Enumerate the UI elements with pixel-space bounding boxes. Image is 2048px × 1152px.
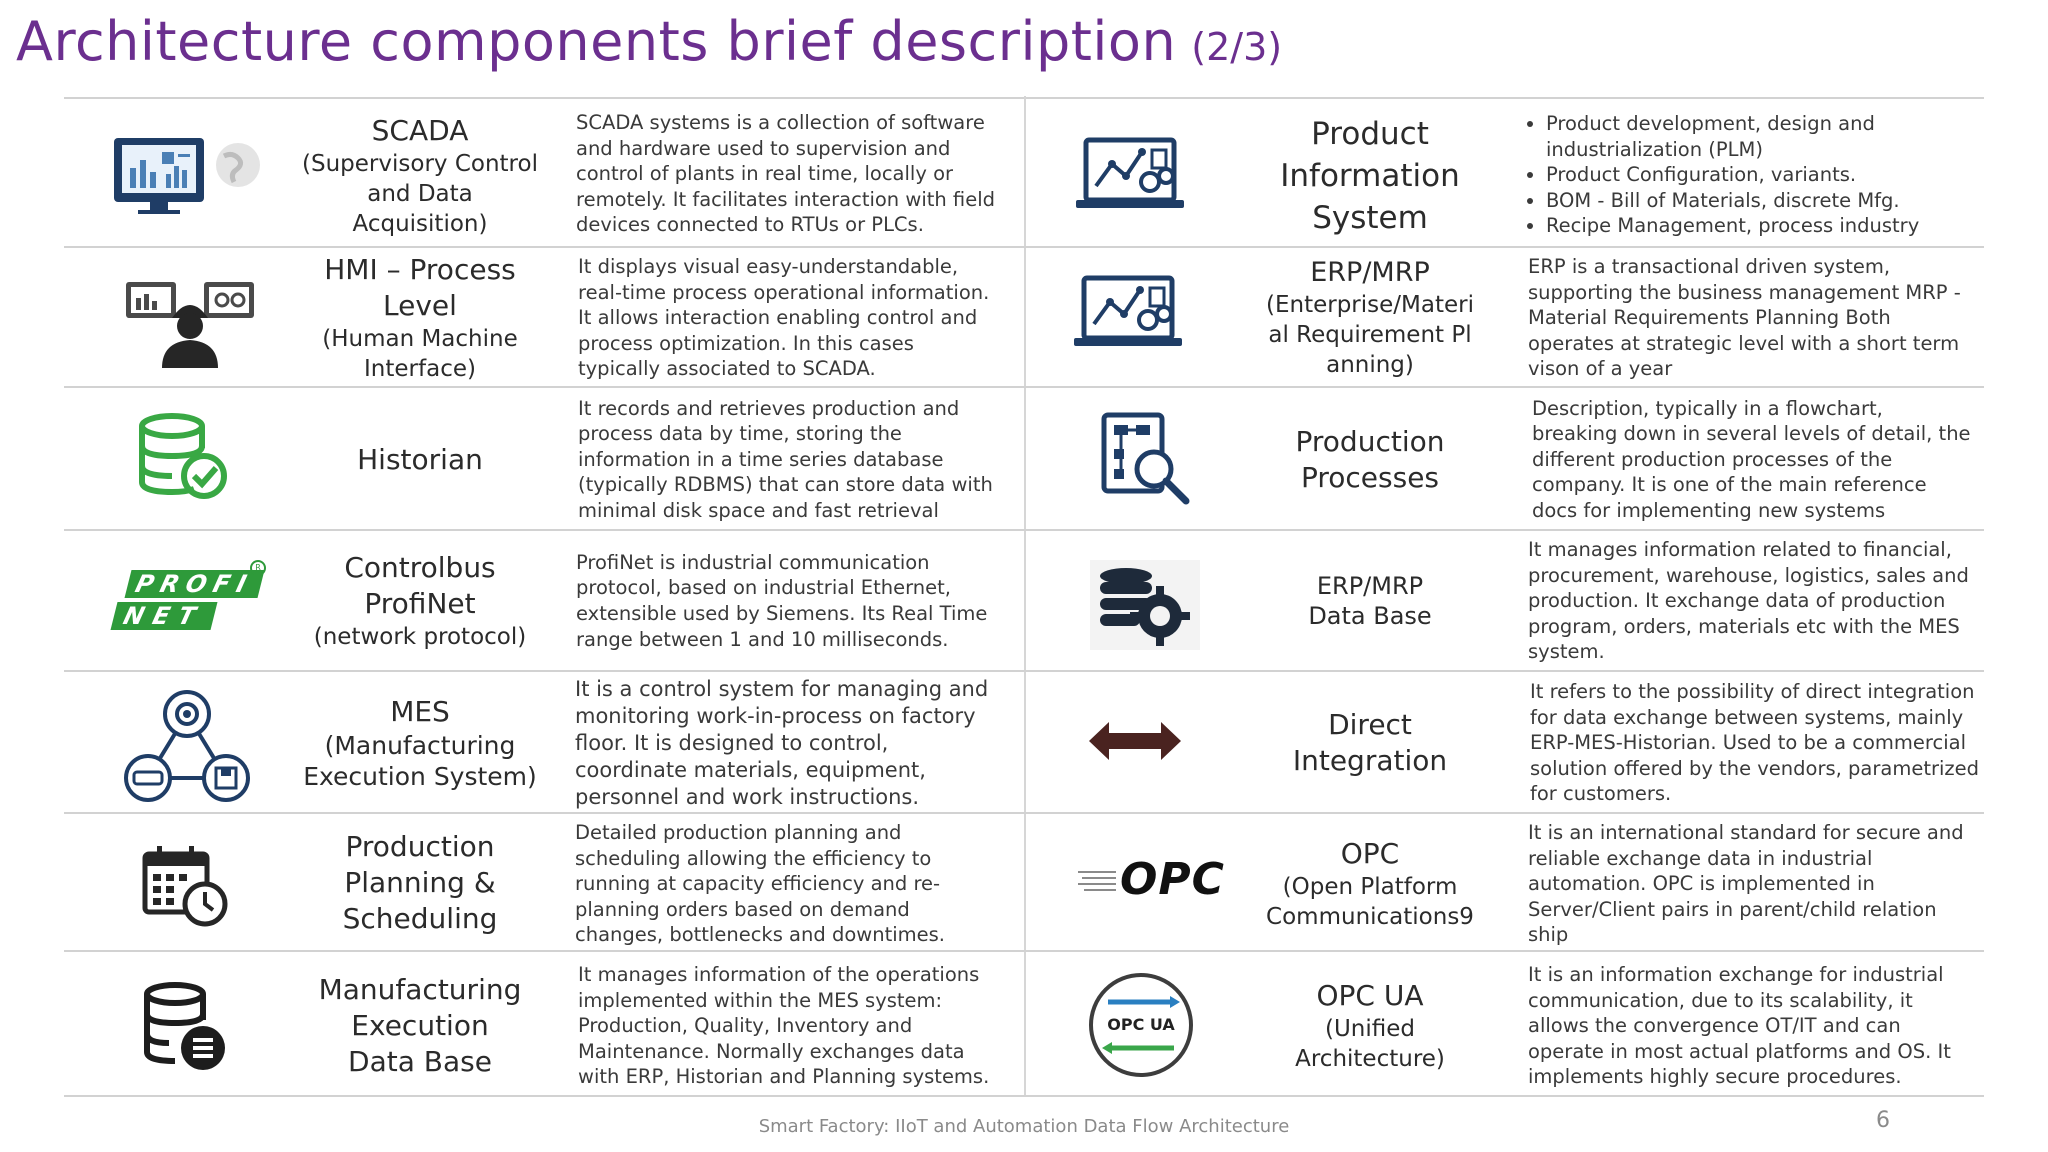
component-description: It manages information of the operations implemented within the MES system: Production, Quality, Inventory and Maintenance. Normally exchanges data with ERP, Historian and Planning systems. — [578, 963, 990, 1089]
bullet-item: • Product Configuration, variants. — [1546, 162, 1988, 188]
component-name-opc-ua — [1250, 958, 1490, 1094]
component-title: SCADA — [371, 113, 469, 147]
component-description: It is an international standard for secure and reliable exchange data in industrial automation. OPC is implemented in Server/Client pairs in parent/child relation ship — [1528, 821, 1964, 947]
component-title: ERP/MRP Data Base — [1308, 572, 1432, 630]
component-description: Detailed production planning and scheduling allowing the efficiency to running at capacity efficiency and re-planning orders based on demand changes, bottlenecks and downtimes. — [575, 821, 945, 947]
component-description: It is a control system for managing and monitoring work-in-process on factory floor. It is designed to control, coordinate materials, equipment, personnel and work instructions. — [575, 676, 989, 809]
row-separator — [64, 670, 1984, 672]
component-name-profinet — [300, 535, 540, 667]
opc-logo-icon — [1076, 852, 1224, 908]
component-name-scada — [300, 108, 540, 243]
component-name-mes — [300, 676, 540, 810]
row-separator — [64, 950, 1984, 952]
component-subtitle: (Supervisory Control and Data Acquisition) — [302, 150, 538, 237]
component-title: Historian — [357, 442, 483, 476]
flowchart-magnifier-icon — [1090, 405, 1200, 515]
database-gear-icon — [1090, 560, 1200, 650]
component-subtitle: (Manufacturing Execution System) — [303, 731, 537, 791]
component-description: It refers to the possibility of direct integration for data exchange between systems, mainly ERP-MES-Historian. Used to be a commercial solution offered by the vendors, parametrized for customers. — [1530, 680, 1980, 806]
component-name-planning — [300, 816, 540, 950]
scada-monitor-icon — [100, 120, 280, 225]
bullet-item: • Recipe Management, process industry — [1546, 213, 1988, 239]
component-subtitle: (Human Machine Interface) — [322, 326, 518, 382]
mes-gear-network-icon — [120, 688, 255, 806]
profinet-logo-icon — [108, 560, 268, 640]
component-name-erp-database — [1250, 535, 1490, 667]
page-number: 6 — [1876, 1108, 1890, 1133]
registered-mark-icon: R — [250, 560, 266, 576]
component-title: OPC — [1340, 837, 1400, 870]
component-description: ProfiNet is industrial communication protocol, based on industrial Ethernet, extensible used by Siemens. Its Real Time range between 1 and 10 milliseconds. — [576, 550, 988, 651]
component-name-direct-integration — [1250, 676, 1490, 810]
row-separator — [64, 386, 1984, 388]
component-description: SCADA systems is a collection of software and hardware used to supervision and control of plants in real time, locally or remotely. It facilitates interaction with field devices connected to RTUs or PLCs. — [576, 111, 996, 237]
component-description: It records and retrieves production and process data by time, storing the information in a time series database (typically RDBMS) that can store data with minimal disk space and fast retrieval — [578, 396, 993, 522]
component-description: It manages information related to financial, procurement, warehouse, logistics, sales and production. It exchange data of production program, orders, materials etc with the MES system. — [1528, 538, 1969, 664]
component-title: HMI – Process Level — [324, 253, 516, 322]
title-page-indicator: (2/3) — [1191, 25, 1283, 69]
component-name-pis — [1250, 108, 1490, 244]
component-description: It is an information exchange for industrial communication, due to its scalability, it allows the convergence OT/IT and can operate in most actual platforms and OS. It implements highly secure procedures. — [1528, 963, 1951, 1089]
component-description: ERP is a transactional driven system, supporting the business management MRP - Material Requirements Planning Both operates at strategic level with a short term vison of a year — [1528, 255, 1961, 381]
component-bullets — [1518, 108, 1988, 242]
bottom-separator — [64, 1095, 1984, 1097]
bullet-item: • BOM - Bill of Materials, discrete Mfg. — [1546, 188, 1988, 214]
component-title: Manufacturing Execution Data Base — [318, 973, 522, 1078]
calendar-clock-icon — [135, 840, 235, 930]
row-separator — [64, 812, 1984, 814]
component-title: Production Planning & Scheduling — [342, 830, 498, 935]
database-list-icon — [135, 978, 235, 1078]
component-title: Controlbus ProfiNet — [344, 551, 496, 620]
opc-ua-logo-text: OPC UA — [1107, 1015, 1175, 1034]
laptop-chart-gears-icon — [1066, 262, 1196, 362]
row-separator — [64, 246, 1984, 248]
component-subtitle: (Enterprise/Material Requirement Planning) — [1266, 292, 1474, 378]
component-title: MES — [390, 695, 450, 728]
component-name-erp-mrp — [1250, 252, 1490, 384]
double-arrow-icon — [1085, 716, 1185, 766]
profinet-logo-bottom: NET — [111, 602, 218, 630]
component-name-mes-database — [300, 958, 540, 1094]
laptop-chart-gears-icon — [1068, 124, 1198, 224]
profinet-logo-top: PROFI — [125, 570, 265, 598]
component-name-production-processes — [1250, 392, 1490, 527]
title-main: Architecture components brief description — [16, 10, 1177, 73]
opc-logo-text: OPC — [1120, 854, 1225, 905]
component-subtitle: (network protocol) — [313, 624, 527, 650]
footer-text: Smart Factory: IIoT and Automation Data Flow Architecture — [758, 1116, 1290, 1137]
component-name-opc — [1250, 818, 1490, 950]
component-name-hmi — [300, 252, 540, 384]
component-title: Production Processes — [1295, 424, 1445, 494]
page-title — [16, 10, 1282, 90]
component-description: It displays visual easy-understandable, real-time process operational information. It allows interaction enabling control and process optimization. In this cases typically associated to SCADA. — [578, 255, 990, 381]
component-subtitle: (Open Platform Communications9 — [1266, 874, 1474, 930]
hmi-operator-icon — [110, 268, 270, 373]
component-title: Direct Integration — [1292, 708, 1448, 777]
opc-ua-logo-icon — [1086, 970, 1196, 1080]
bullet-item: • Product development, design and industrialization (PLM) — [1546, 111, 1988, 162]
component-description: Description, typically in a flowchart, breaking down in several levels of detail, the different production processes of the company. It is one of the main reference docs for implementing new systems — [1532, 396, 1971, 522]
component-subtitle: (Unified Architecture) — [1295, 1016, 1445, 1072]
row-separator — [64, 529, 1984, 531]
component-title: OPC UA — [1316, 979, 1424, 1012]
component-name-historian — [300, 392, 540, 527]
component-title: ERP/MRP — [1310, 257, 1430, 288]
component-title: Product Information System — [1280, 116, 1460, 236]
database-check-icon — [130, 408, 240, 508]
